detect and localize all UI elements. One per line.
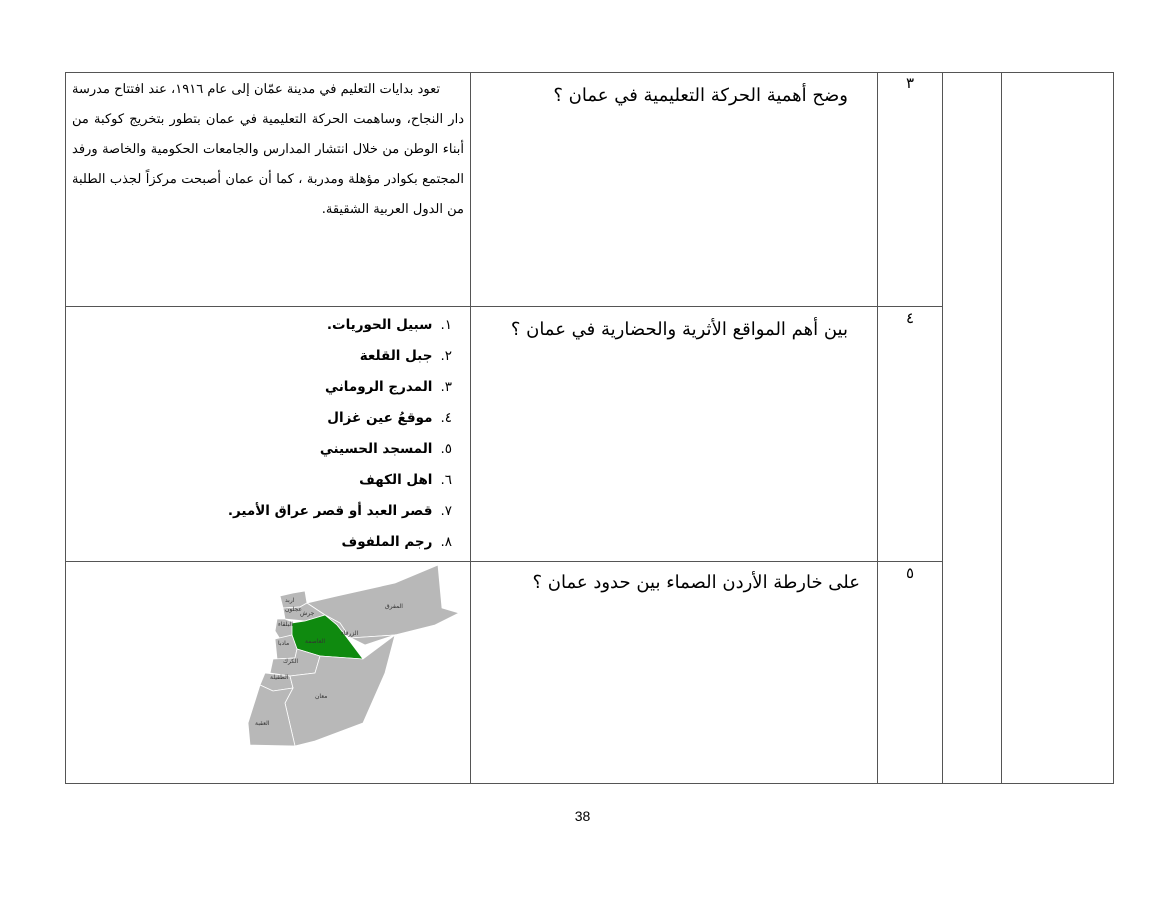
list-text: المدرج الروماني (325, 379, 433, 395)
jordan-map (245, 563, 460, 746)
list-index: ٣. (440, 379, 452, 395)
list-index: ٢. (440, 348, 452, 364)
list-index: ٥. (440, 441, 452, 457)
list-item (72, 434, 452, 465)
list-item (72, 465, 452, 496)
map-label-jerash: جرش (300, 610, 315, 617)
map-label-karak: الكرك (283, 658, 299, 665)
answer-list (72, 310, 452, 558)
map-label-irbid: اربد (285, 597, 295, 604)
list-text: اهل الكهف (359, 472, 433, 488)
list-text: قصر العبد أو قصر عراق الأمير. (227, 503, 433, 519)
row-number: ٣ (905, 74, 915, 92)
map-label-balqa: البلقاء (278, 621, 293, 628)
map-label-zarqa: الزرقاء (341, 630, 359, 637)
list-index: ٤. (440, 410, 452, 426)
list-item (72, 527, 452, 558)
list-text: رجم الملفوف (341, 534, 433, 550)
list-text: موقعُ عين غزال (327, 410, 433, 426)
list-text: سبيل الحوريات. (326, 317, 433, 333)
page-number: 38 (574, 808, 591, 824)
list-index: ٦. (440, 472, 452, 488)
map-label-tafilah: الطفيلة (270, 674, 289, 681)
map-label-aqaba: العقبة (255, 720, 270, 727)
jordan-map-svg (245, 563, 460, 746)
list-item (72, 372, 452, 403)
list-index: ١. (440, 317, 452, 333)
list-index: ٨. (440, 534, 452, 550)
question-text: على خارطة الأردن الصماء بين حدود عمان ؟ (532, 572, 860, 593)
list-item (72, 496, 452, 527)
map-label-amman: العاصمة (305, 638, 325, 645)
map-label-mafraq: المفرق (385, 603, 403, 610)
list-item (72, 403, 452, 434)
question-text: وضح أهمية الحركة التعليمية في عمان ؟ (553, 85, 848, 106)
answer-paragraph: تعود بدايات التعليم في مدينة عمّان إلى عام ١٩١٦، عند افتتاح مدرسة دار النجاح، وساهمت الحركة التعليمية في عمان بتطور بتخريج كوكبة من أبناء الوطن من خلال انتشار المدارس والجامعات الحكومية والخاصة ورفد المجتمع بكوادر مؤهلة ومدربة ، كما أن عمان أصبحت مركزاً لجذب الطلبة من الدول العربية الشقيقة. (72, 82, 464, 217)
list-index: ٧. (440, 503, 452, 519)
list-item (72, 341, 452, 372)
list-item (72, 310, 452, 341)
map-label-ajloun: عجلون (285, 606, 302, 613)
map-label-madaba: مادبا (278, 640, 290, 647)
map-region-madaba (275, 635, 297, 659)
map-region-aqaba (248, 685, 295, 746)
question-text: بين أهم المواقع الأثرية والحضارية في عمان ؟ (510, 319, 848, 340)
list-text: المسجد الحسيني (319, 441, 433, 457)
list-text: جبل القلعة (359, 348, 433, 364)
row-number: ٤ (905, 309, 915, 327)
map-label-maan: معان (315, 693, 328, 700)
row-number: ٥ (905, 564, 915, 582)
